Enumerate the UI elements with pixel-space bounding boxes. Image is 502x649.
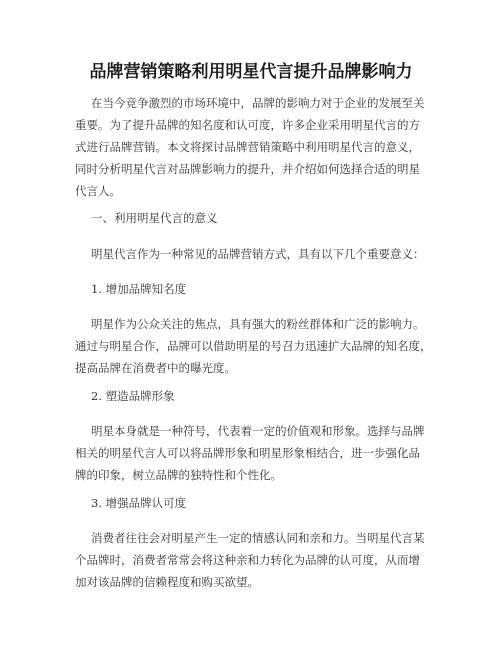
document-title: 品牌营销策略利用明星代言提升品牌影响力	[89, 62, 413, 82]
point-heading: 1. 增加品牌知名度	[91, 282, 187, 296]
point-line: 提高品牌在消费者中的曝光度。	[75, 361, 236, 375]
point-line: 个品牌时，消费者常常会将这种亲和力转化为品牌的认可度，从而增	[75, 553, 420, 567]
point-line: 相关的明星代言人可以将品牌形象和明星形象相结合，进一步强化品	[75, 446, 420, 460]
point-line: 消费者往往会对明星产生一定的情感认同和亲和力。当明星代言某	[91, 531, 425, 545]
point-line: 明星本身就是一种符号，代表着一定的价值观和形象。选择与品牌	[91, 424, 425, 438]
intro-line: 代言人。	[75, 184, 121, 198]
intro-line: 同时分析明星代言对品牌影响力的提升，并介绍如何选择合适的明星	[75, 162, 420, 176]
section-intro: 明星代言作为一种常见的品牌营销方式，具有以下几个重要意义：	[91, 247, 425, 261]
point-heading: 3. 增强品牌认可度	[91, 496, 187, 510]
point-line: 明星作为公众关注的焦点，具有强大的粉丝群体和广泛的影响力。	[91, 317, 425, 331]
point-line: 牌的印象，树立品牌的独特性和个性化。	[75, 468, 282, 482]
point-heading: 2. 塑造品牌形象	[91, 389, 175, 403]
section-heading: 一、利用明星代言的意义	[91, 211, 218, 225]
intro-line: 在当今竞争激烈的市场环境中，品牌的影响力对于企业的发展至关	[91, 96, 425, 110]
point-paragraph	[75, 313, 465, 379]
point-paragraph	[75, 420, 465, 486]
intro-paragraph	[75, 92, 465, 202]
point-line: 通过与明星合作，品牌可以借助明星的号召力迅速扩大品牌的知名度，	[75, 339, 432, 353]
intro-line: 重要。为了提升品牌的知名度和认可度，许多企业采用明星代言的方	[75, 118, 420, 132]
point-paragraph	[75, 527, 465, 593]
intro-line: 式进行品牌营销。本文将探讨品牌营销策略中利用明星代言的意义，	[75, 140, 420, 154]
point-line: 加对该品牌的信赖程度和购买欲望。	[75, 575, 259, 589]
